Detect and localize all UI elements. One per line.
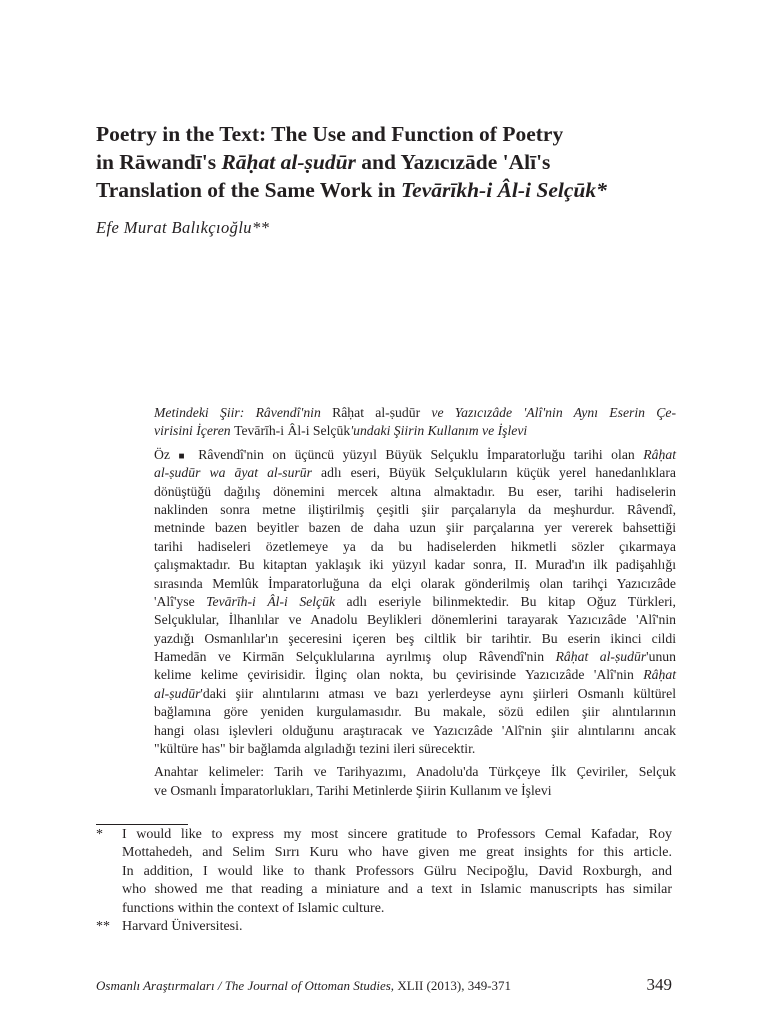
abstract-text: 'Alî'yse	[154, 593, 207, 609]
article-title	[96, 120, 696, 204]
author-name: Efe Murat Balıkçıoğlu**	[96, 218, 270, 237]
footnote-divider	[96, 824, 188, 825]
abstract-italic-text: Râḥat al-ṣudūr	[555, 649, 647, 665]
turkish-title-text: ve Yazıcızâde 'Alî'nin Aynı Eserin Çe-	[420, 405, 677, 420]
footnote-line: who showed me that reading a miniature and a text in Islamic manuscripts has similar	[122, 882, 672, 898]
title-text: Poetry in the Text: The Use and Function of Poetry	[96, 122, 564, 146]
title-italic-text: Rāḥat al-ṣudūr	[221, 150, 356, 174]
abstract-text: 'unun	[646, 649, 676, 665]
abstract-italic-text: Râḥat	[643, 667, 676, 683]
turkish-title-text: 'undaki Şiirin Kullanım ve İşlevi	[350, 423, 528, 439]
abstract-italic-text: Râḥat	[643, 446, 676, 462]
title-text: and Yazıcızāde 'Alī's	[355, 150, 551, 174]
page-footer	[96, 975, 672, 1000]
footnote-marker: **	[96, 918, 110, 934]
footnote-line: Harvard Üniversitesi.	[122, 918, 243, 934]
abstract-line	[154, 648, 676, 666]
footnote-1	[96, 826, 672, 918]
title-text: in Rāwandī's	[96, 150, 222, 174]
abstract-line: sırasında Memlûk İmparatorluğuna da elçi olarak gönderilmiş olan tarihçi Yazıcızâde	[154, 575, 676, 591]
abstract-line: yazdığı Osmanlılar'ın şeceresini içeren beş ciltlik bir tarihtir. Bu eserin ikinci cildi	[154, 630, 676, 646]
title-text: Translation of the Same Work in	[96, 178, 402, 202]
abstract-text: 'daki şiir alıntılarını atması ve bazı yerlerdeyse aynı şiirleri Osmanlı kültürel	[200, 685, 676, 701]
title-line-2	[96, 148, 696, 176]
abstract-line: Selçuklular, İlhanlılar ve Anadolu Beylikleri dönemlerini tarayarak Yazıcızâde 'Alî'nin	[154, 612, 676, 628]
footnote-2	[96, 918, 672, 936]
abstract-line	[154, 685, 676, 703]
turkish-title-text: Râḥat al-ṣudūr	[332, 405, 421, 420]
abstract-text: Râvendî'nin on üçüncü yüzyıl Büyük Selçuklu İmparatorluğu tarihi olan	[198, 446, 644, 462]
keywords-line: Anahtar kelimeler: Tarih ve Tarihyazımı, Anadolu'da Türkçeye İlk Çeviriler, Selçuk	[154, 764, 676, 780]
abstract-italic-text: al-ṣudūr	[154, 685, 201, 701]
abstract-line: çalışmaktadır. Bu kitaptan yaklaşık iki yüzyıl kadar sonra, II. Murad'ın ilk padişahlığı	[154, 557, 676, 573]
abstract-line	[154, 446, 676, 464]
turkish-title-text: virisini İçeren	[154, 423, 235, 439]
turkish-title-line-2	[154, 422, 676, 440]
journal-name: Osmanlı Araştırmaları / The Journal of Ottoman Studies,	[96, 978, 395, 993]
footnote-line: Mottahedeh, and Selim Sırrı Kuru who have given me great insights for this article.	[122, 845, 672, 861]
abstract-text: adlı eseri, Büyük Selçukluların küçük yerel hanedanlıklara	[311, 465, 676, 481]
footnote-line: In addition, I would like to thank Professors Gülru Necipoğlu, David Roxburgh, and	[122, 863, 672, 879]
black-square-icon: ■	[178, 450, 190, 462]
abstract-line: dönüştüğü dağılış dönemini mercek altına almaktadır. Bu eser, tarihi hadiselerin	[154, 483, 676, 499]
abstract-text: kelime kelime çevirisidir. İlginç olan nokta, bu çevirisinde Yazıcızâde 'Alî'nin	[154, 667, 644, 683]
journal-volume: XLII (2013), 349-371	[394, 978, 512, 993]
abstract-line: naklinden sonra metne iliştirilmiş çeşitli şiir parçalarıyla da meşhurdur. Râvendî,	[154, 501, 676, 517]
footnotes	[96, 826, 672, 936]
abstract-line: "kültüre has" bir bağlamda algıladığı tezini ileri sürecektir.	[154, 741, 476, 757]
abstract-line: hangi olası işlevleri olduğunu araştıracak ve Yazıcızâde 'Alî'nin şiir alıntılarını ancak	[154, 722, 676, 738]
abstract-line	[154, 464, 676, 482]
abstract-line: metninde bazen beyitler bazen de daha uzun şiir parçalarına yer vererek bahsettiği	[154, 520, 676, 536]
title-line-1	[96, 120, 696, 148]
footnote-line: functions within the context of Islamic culture.	[122, 900, 385, 916]
turkish-title-text: Tevārīh-i Âl-i Selçūk	[234, 423, 351, 439]
oz-label: Öz	[154, 446, 170, 462]
turkish-title-text: Metindeki Şiir: Râvendî'nin	[154, 405, 333, 420]
turkish-title-line-1	[154, 404, 676, 422]
abstract-italic-text: Tevārīh-i Âl-i Selçūk	[206, 593, 336, 609]
abstract-text: adlı eseriyle bilinmektedir. Bu kitap Oğuz Türkleri,	[335, 593, 676, 609]
abstract-line: bağlamına göre yeniden kurgulamasıdır. Bu makale, sözü edilen şiir alıntılarının	[154, 704, 676, 720]
title-italic-text: Tevārīkh-i Âl-i Selçūk*	[401, 178, 607, 202]
turkish-abstract	[154, 404, 676, 800]
footnote-marker: *	[96, 827, 103, 842]
title-line-3	[96, 176, 696, 204]
abstract-line: tarihi hadiseleri özetlemeye ya da bu hadiselerden hikmetli sözler çıkarmaya	[154, 538, 676, 554]
page-number: 349	[646, 975, 672, 994]
keywords-line: ve Osmanlı İmparatorlukları, Tarihi Metinlerde Şiirin Kullanım ve İşlevi	[154, 782, 552, 798]
abstract-line	[154, 593, 676, 611]
abstract-italic-text: al-ṣudūr wa āyat al-surūr	[154, 465, 312, 481]
abstract-text: Hamedān ve Kirmān Selçuklularına ayrılmış olup Râvendî'nin	[154, 649, 556, 665]
footnote-line: I would like to express my most sincere gratitude to Professors Cemal Kafadar, Roy	[122, 827, 672, 842]
abstract-line	[154, 666, 676, 684]
